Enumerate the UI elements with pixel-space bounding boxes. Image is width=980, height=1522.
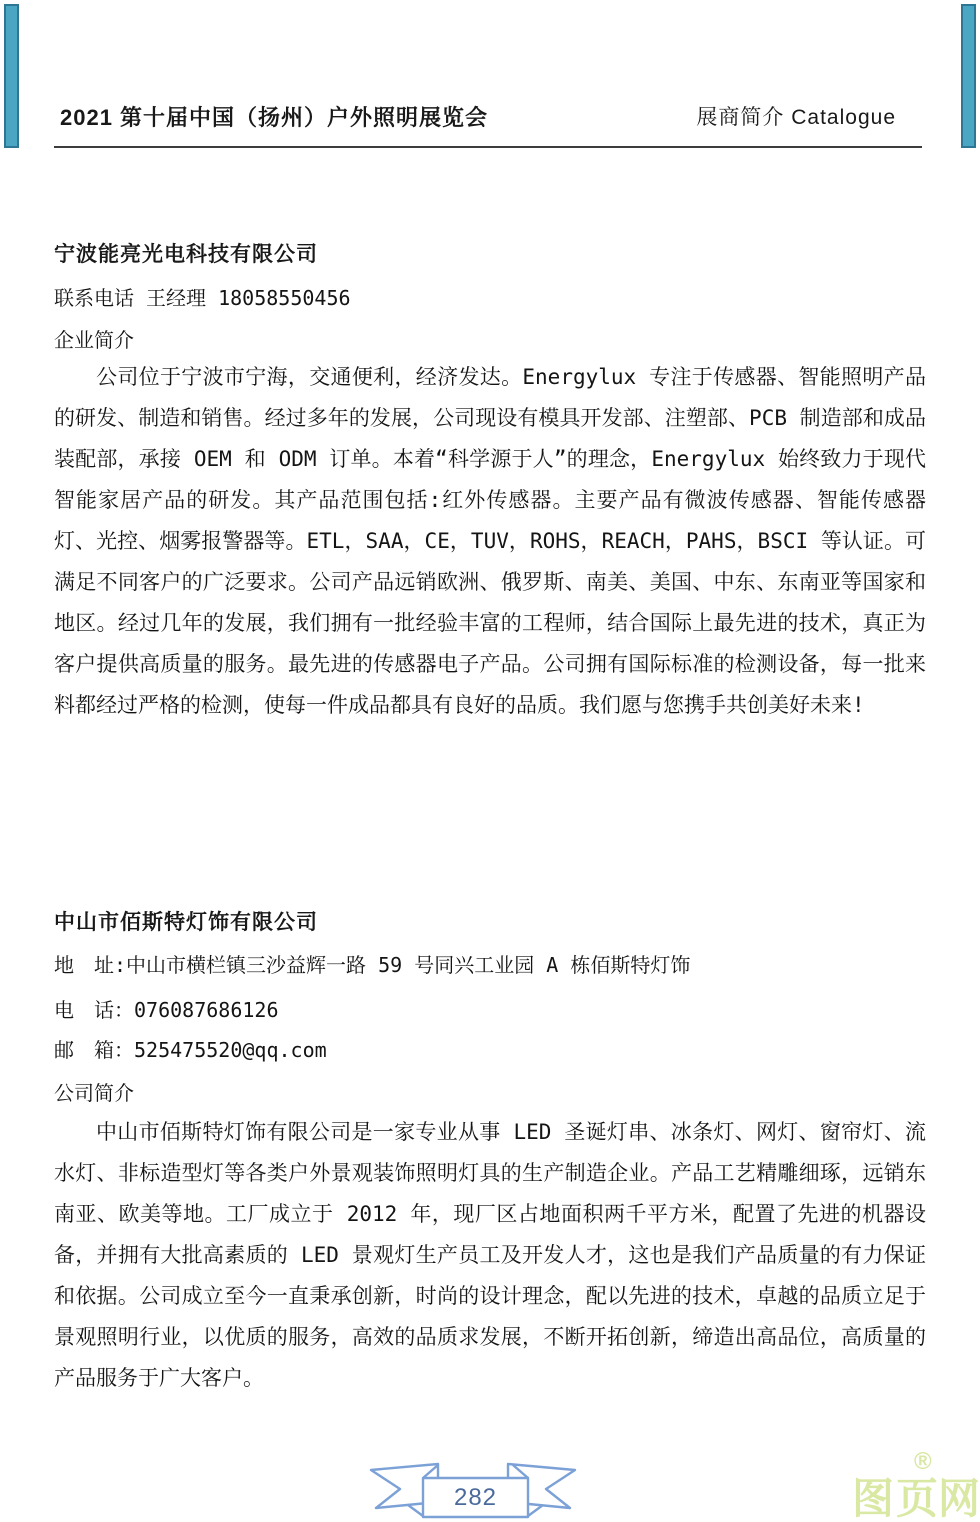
phone-label: 电 话： [54,998,134,1022]
company-2-phone-row [54,996,924,1024]
email-label: 邮 箱： [54,1038,134,1062]
page-number: 282 [453,1484,498,1511]
watermark-logo [852,1448,980,1522]
accent-bar-left [4,4,19,148]
company-1-intro-label: 企业简介 [54,328,134,352]
page-number-ribbon [368,1458,578,1520]
company-2-intro-label: 公司简介 [54,1081,134,1105]
registered-mark-icon: ® [914,1448,932,1475]
address-label: 地 址: [54,953,127,977]
company-2-email-row [54,1036,924,1064]
catalogue-subtitle: 展商简介 Catalogue [696,106,896,129]
phone-value: 076087686126 [134,998,279,1022]
email-value: 525475520@qq.com [134,1038,327,1062]
watermark-text-right: 网 [938,1475,980,1522]
address-value: 中山市横栏镇三沙益辉一路 59 号同兴工业园 A 栋佰斯特灯饰 [126,953,691,977]
company-name-2: 中山市佰斯特灯饰有限公司 [54,911,318,934]
accent-bar-right [961,4,976,148]
company-name-1: 宁波能亮光电科技有限公司 [54,243,318,266]
exhibition-title: 2021 第十届中国（扬州）户外照明展览会 [60,104,489,130]
company-2-intro-text: 中山市佰斯特灯饰有限公司是一家专业从事 LED 圣诞灯串、冰条灯、网灯、窗帘灯、流水灯、非标造型灯等各类户外景观装饰照明灯具的生产制造企业。产品工艺精雕细琢，远销东南亚、欧美等地。工厂成立于 2012 年，现厂区占地面积两千平方米，配置了先进的机器设备，并拥有大批高素质的 LED 景观灯生产员工及开发人才，这也是我们产品质量的有力保证和依据。公司成立至今一直秉承创新，时尚的设计理念，配以先进的技术，卓越的品质立足于景观照明行业，以优质的服务，高效的品质求发展，不断开拓创新，缔造出高品位，高质量的产品服务于广大客户。 [54,1120,926,1390]
watermark-text-left: 图页 [852,1475,941,1522]
company-1-contact-line: 联系电话 王经理 18058550456 [54,286,351,310]
header-divider [54,146,922,148]
company-1-intro-text: 公司位于宁波市宁海，交通便利，经济发达。Energylux 专注于传感器、智能照明产品的研发、制造和销售。经过多年的发展，公司现设有模具开发部、注塑部、PCB 制造部和成品装配部，承接 OEM 和 ODM 订单。本着“科学源于人”的理念，Energylux 始终致力于现代智能家居产品的研发。其产品范围包括:红外传感器。主要产品有微波传感器、智能传感器灯、光控、烟雾报警器等。ETL，SAA，CE，TUV，ROHS，REACH，PAHS，BSCI 等认证。可满足不同客户的广泛要求。公司产品远销欧洲、俄罗斯、南美、美国、中东、东南亚等国家和地区。经过几年的发展，我们拥有一批经验丰富的工程师，结合国际上最先进的技术，真正为客户提供高质量的服务。最先进的传感器电子产品。公司拥有国际标准的检测设备，每一批来料都经过严格的检测，使每一件成品都具有良好的品质。我们愿与您携手共创美好未来! [54,365,926,717]
page-header [54,96,924,136]
company-2-address-row [54,951,924,979]
